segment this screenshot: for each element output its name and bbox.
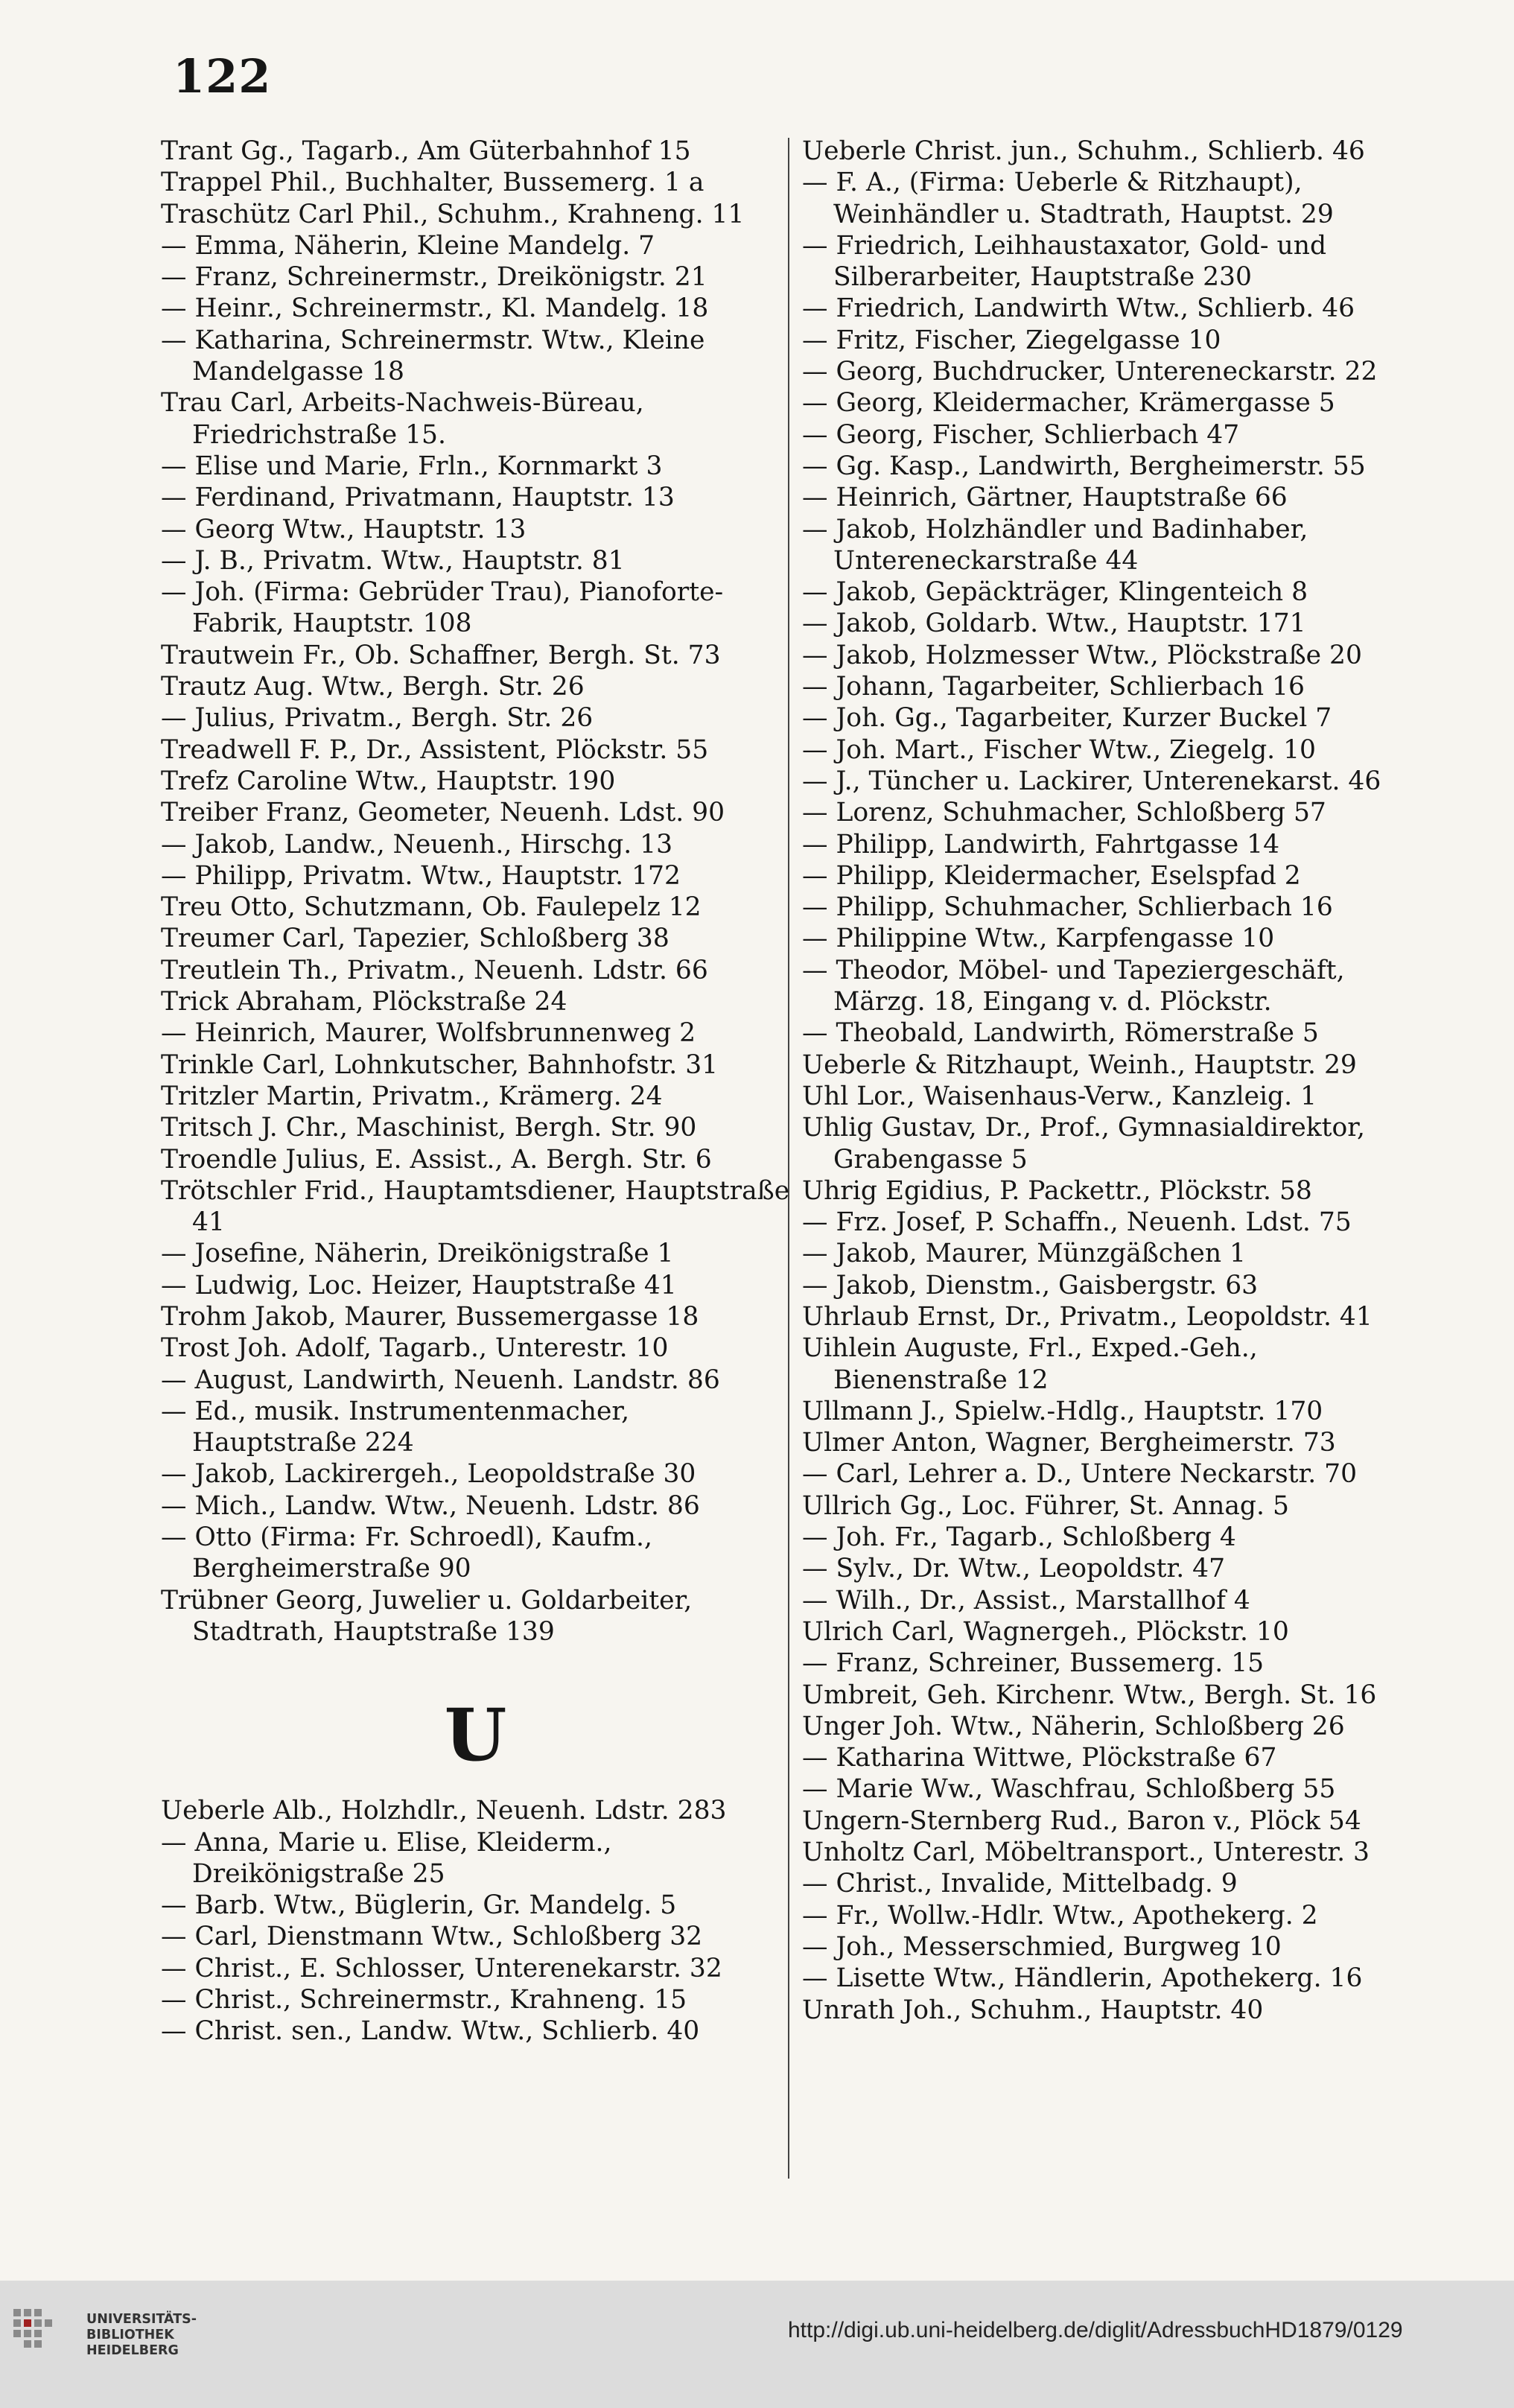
library-name [86, 2312, 197, 2359]
left-entries [161, 136, 790, 1648]
directory-entry: Ungern-Sternberg Rud., Baron v., Plöck 54 [802, 1805, 1361, 1836]
directory-entry: Trappel Phil., Buchhalter, Bussemerg. 1 a [161, 168, 704, 198]
right-entries [802, 136, 1431, 2026]
directory-entry: — Jakob, Holzmesser Wtw., Plöckstraße 20 [802, 640, 1362, 670]
directory-entry: Trefz Caroline Wtw., Hauptstr. 190 [161, 766, 616, 796]
directory-entry: Treadwell F. P., Dr., Assistent, Plöckstr. 55 [161, 734, 709, 765]
directory-entry: — Theodor, Möbel- und Tapeziergeschäft, Märzg. 18, Eingang v. d. Plöckstr. [802, 955, 1345, 1017]
directory-entry: Trübner Georg, Juwelier u. Goldarbeiter, Stadtrath, Hauptstraße 139 [161, 1585, 693, 1647]
directory-entry: — Joh., Messerschmied, Burgweg 10 [802, 1931, 1282, 1962]
directory-entry: — Friedrich, Leihhaustaxator, Gold- und Silberarbeiter, Hauptstraße 230 [802, 230, 1327, 293]
directory-entry: — Elise und Marie, Frln., Kornmarkt 3 [161, 451, 663, 481]
directory-entry: — Lorenz, Schuhmacher, Schloßberg 57 [802, 798, 1326, 828]
directory-entry: Uihlein Auguste, Frl., Exped.-Geh., Bienenstraße 12 [802, 1333, 1258, 1395]
library-logo-icon [10, 2304, 63, 2357]
directory-entry: — Theobald, Landwirth, Römerstraße 5 [802, 1018, 1319, 1049]
directory-entry: — Ed., musik. Instrumentenmacher, Hauptstraße 224 [161, 1396, 630, 1458]
directory-entry: — Wilh., Dr., Assist., Marstallhof 4 [802, 1585, 1250, 1616]
directory-entry: Uhl Lor., Waisenhaus-Verw., Kanzleig. 1 [802, 1081, 1317, 1111]
directory-entry: — Philipp, Kleidermacher, Eselspfad 2 [802, 860, 1301, 891]
directory-entry: Uhlig Gustav, Dr., Prof., Gymnasialdirektor, Grabengasse 5 [802, 1113, 1365, 1175]
directory-entry: Ulrich Carl, Wagnergeh., Plöckstr. 10 [802, 1616, 1289, 1647]
directory-entry: — August, Landwirth, Neuenh. Landstr. 86 [161, 1365, 720, 1395]
directory-entry: Ueberle Alb., Holzhdlr., Neuenh. Ldstr. 283 [161, 1796, 727, 1826]
directory-entry: Trautwein Fr., Ob. Schaffner, Bergh. St. 73 [161, 640, 721, 670]
directory-entry: — Heinrich, Gärtner, Hauptstraße 66 [802, 483, 1288, 513]
directory-entry: Trost Joh. Adolf, Tagarb., Unterestr. 10 [161, 1333, 669, 1364]
library-name-line1: UNIVERSITÄTS- [86, 2312, 197, 2327]
directory-entry: — Franz, Schreiner, Bussemerg. 15 [802, 1648, 1265, 1679]
directory-entry: — Fr., Wollw.-Hdlr. Wtw., Apothekerg. 2 [802, 1900, 1318, 1931]
footer-bar [0, 2281, 1514, 2408]
directory-entry: Treumer Carl, Tapezier, Schloßberg 38 [161, 924, 669, 954]
directory-entry: — Carl, Dienstmann Wtw., Schloßberg 32 [161, 1922, 703, 1952]
directory-entry: — Joh. (Firma: Gebrüder Trau), Pianoforte-Fabrik, Hauptstr. 108 [161, 577, 724, 639]
directory-entry: — Jakob, Gepäckträger, Klingenteich 8 [802, 577, 1308, 608]
directory-entry: — Katharina, Schreinermstr. Wtw., Kleine Mandelgasse 18 [161, 325, 705, 387]
directory-entry: Uhrlaub Ernst, Dr., Privatm., Leopoldstr. 41 [802, 1301, 1373, 1332]
directory-entry: Troendle Julius, E. Assist., A. Bergh. Str. 6 [161, 1144, 712, 1175]
directory-entry: — Ferdinand, Privatmann, Hauptstr. 13 [161, 483, 675, 513]
directory-entry: — Otto (Firma: Fr. Schroedl), Kaufm., Bergheimerstraße 90 [161, 1522, 652, 1584]
library-name-line3: HEIDELBERG [86, 2343, 179, 2358]
directory-entry: — Georg, Kleidermacher, Krämergasse 5 [802, 388, 1335, 419]
directory-entry: — F. A., (Firma: Ueberle & Ritzhaupt), Weinhändler u. Stadtrath, Hauptst. 29 [802, 168, 1334, 229]
library-name-line2: BIBLIOTHEK [86, 2328, 174, 2342]
directory-entry: — Jakob, Dienstm., Gaisbergstr. 63 [802, 1270, 1259, 1300]
directory-entry: — Barb. Wtw., Büglerin, Gr. Mandelg. 5 [161, 1890, 677, 1921]
directory-entry: — Joh. Gg., Tagarbeiter, Kurzer Buckel 7 [802, 703, 1332, 734]
directory-entry: — Heinrich, Maurer, Wolfsbrunnenweg 2 [161, 1018, 696, 1049]
page-number: 122 [173, 49, 272, 104]
directory-entry: — Georg Wtw., Hauptstr. 13 [161, 514, 527, 544]
directory-entry: — Jakob, Landw., Neuenh., Hirschg. 13 [161, 829, 673, 860]
directory-entry: — Friedrich, Landwirth Wtw., Schlierb. 46 [802, 293, 1355, 324]
directory-entry: — J. B., Privatm. Wtw., Hauptstr. 81 [161, 545, 625, 576]
directory-entry: Tritsch J. Chr., Maschinist, Bergh. Str. 90 [161, 1113, 697, 1143]
directory-entry: Ueberle & Ritzhaupt, Weinh., Hauptstr. 29 [802, 1049, 1357, 1080]
directory-entry: — Franz, Schreinermstr., Dreikönigstr. 21 [161, 262, 707, 293]
left-column [161, 136, 790, 2048]
directory-entry: — Jakob, Lackirergeh., Leopoldstraße 30 [161, 1459, 696, 1490]
directory-entry: — Carl, Lehrer a. D., Untere Neckarstr. 70 [802, 1459, 1358, 1490]
directory-entry: — Frz. Josef, P. Schaffn., Neuenh. Ldst. 75 [802, 1207, 1352, 1238]
directory-entry: Trant Gg., Tagarb., Am Güterbahnhof 15 [161, 136, 691, 166]
right-column [802, 136, 1431, 2026]
directory-entry: — Jakob, Maurer, Münzgäßchen 1 [802, 1239, 1246, 1269]
directory-entry: Umbreit, Geh. Kirchenr. Wtw., Bergh. St. 16 [802, 1680, 1377, 1710]
directory-entry: Trautz Aug. Wtw., Bergh. Str. 26 [161, 672, 585, 702]
directory-entry: — Sylv., Dr. Wtw., Leopoldstr. 47 [802, 1554, 1226, 1584]
directory-entry: — Fritz, Fischer, Ziegelgasse 10 [802, 325, 1221, 355]
directory-entry: Treutlein Th., Privatm., Neuenh. Ldstr. 66 [161, 955, 708, 985]
directory-entry: — Julius, Privatm., Bergh. Str. 26 [161, 703, 594, 734]
directory-entry: Treu Otto, Schutzmann, Ob. Faulepelz 12 [161, 892, 702, 923]
directory-entry: — Christ., Invalide, Mittelbadg. 9 [802, 1869, 1238, 1899]
directory-entry: Treiber Franz, Geometer, Neuenh. Ldst. 90 [161, 798, 725, 828]
directory-entry: — Lisette Wtw., Händlerin, Apothekerg. 16 [802, 1963, 1363, 1994]
directory-entry: — Anna, Marie u. Elise, Kleiderm., Dreikönigstraße 25 [161, 1827, 612, 1889]
directory-entry: Unger Joh. Wtw., Näherin, Schloßberg 26 [802, 1711, 1345, 1741]
directory-entry: Trohm Jakob, Maurer, Bussemergasse 18 [161, 1301, 699, 1332]
directory-entry: — Jakob, Holzhändler und Badinhaber, Untereneckarstraße 44 [802, 514, 1308, 576]
directory-entry: — Joh. Mart., Fischer Wtw., Ziegelg. 10 [802, 734, 1316, 765]
directory-entry: — Christ., E. Schlosser, Unterenekarstr. 32 [161, 1953, 722, 1983]
directory-entry: — J., Tüncher u. Lackirer, Unterenekarst. 46 [802, 766, 1381, 796]
directory-entry: — Philipp, Schuhmacher, Schlierbach 16 [802, 892, 1333, 923]
directory-entry: — Marie Ww., Waschfrau, Schloßberg 55 [802, 1774, 1336, 1805]
directory-entry: — Christ. sen., Landw. Wtw., Schlierb. 40 [161, 2016, 700, 2047]
directory-entry: — Gg. Kasp., Landwirth, Bergheimerstr. 55 [802, 451, 1366, 481]
directory-entry: Trick Abraham, Plöckstraße 24 [161, 987, 567, 1017]
directory-entry: — Georg, Buchdrucker, Untereneckarstr. 22 [802, 357, 1378, 387]
left-u-entries [161, 1795, 790, 2047]
directory-entry: — Jakob, Goldarb. Wtw., Hauptstr. 171 [802, 609, 1306, 639]
directory-entry: — Katharina Wittwe, Plöckstraße 67 [802, 1743, 1277, 1773]
directory-entry: — Johann, Tagarbeiter, Schlierbach 16 [802, 672, 1305, 702]
directory-entry: — Josefine, Näherin, Dreikönigstraße 1 [161, 1239, 674, 1269]
directory-entry: Tritzler Martin, Privatm., Krämerg. 24 [161, 1081, 663, 1111]
source-url[interactable]: http://digi.ub.uni-heidelberg.de/diglit/AdressbuchHD1879/0129 [788, 2318, 1403, 2342]
directory-entry: Ullrich Gg., Loc. Führer, St. Annag. 5 [802, 1490, 1289, 1521]
directory-entry: — Georg, Fischer, Schlierbach 47 [802, 419, 1240, 450]
directory-entry: Traschütz Carl Phil., Schuhm., Krahneng. 11 [161, 199, 745, 229]
directory-entry: Ulmer Anton, Wagner, Bergheimerstr. 73 [802, 1428, 1336, 1458]
directory-entry: Ueberle Christ. jun., Schuhm., Schlierb. 46 [802, 136, 1365, 166]
directory-entry: Trinkle Carl, Lohnkutscher, Bahnhofstr. 31 [161, 1049, 719, 1080]
section-letter-heading: U [444, 1693, 507, 1778]
directory-entry: — Emma, Näherin, Kleine Mandelg. 7 [161, 230, 655, 261]
directory-entry: — Heinr., Schreinermstr., Kl. Mandelg. 18 [161, 293, 709, 324]
directory-entry: — Christ., Schreinermstr., Krahneng. 15 [161, 1985, 687, 2015]
directory-entry: Trötschler Frid., Hauptamtsdiener, Hauptstraße 41 [161, 1175, 790, 1238]
directory-entry: Uhrig Egidius, P. Packettr., Plöckstr. 58 [802, 1175, 1312, 1206]
directory-entry: Ullmann J., Spielw.-Hdlg., Hauptstr. 170 [802, 1396, 1323, 1426]
directory-entry: — Philipp, Landwirth, Fahrtgasse 14 [802, 829, 1280, 860]
directory-entry: — Philipp, Privatm. Wtw., Hauptstr. 172 [161, 860, 681, 891]
directory-entry: Trau Carl, Arbeits-Nachweis-Büreau, Friedrichstraße 15. [161, 388, 644, 450]
directory-entry: Unrath Joh., Schuhm., Hauptstr. 40 [802, 1995, 1264, 2025]
directory-entry: — Joh. Fr., Tagarb., Schloßberg 4 [802, 1522, 1236, 1553]
directory-entry: — Philippine Wtw., Karpfengasse 10 [802, 924, 1275, 954]
directory-entry: — Ludwig, Loc. Heizer, Hauptstraße 41 [161, 1270, 677, 1300]
directory-entry: Unholtz Carl, Möbeltransport., Unterestr. 3 [802, 1837, 1370, 1868]
directory-entry: — Mich., Landw. Wtw., Neuenh. Ldstr. 86 [161, 1490, 700, 1521]
